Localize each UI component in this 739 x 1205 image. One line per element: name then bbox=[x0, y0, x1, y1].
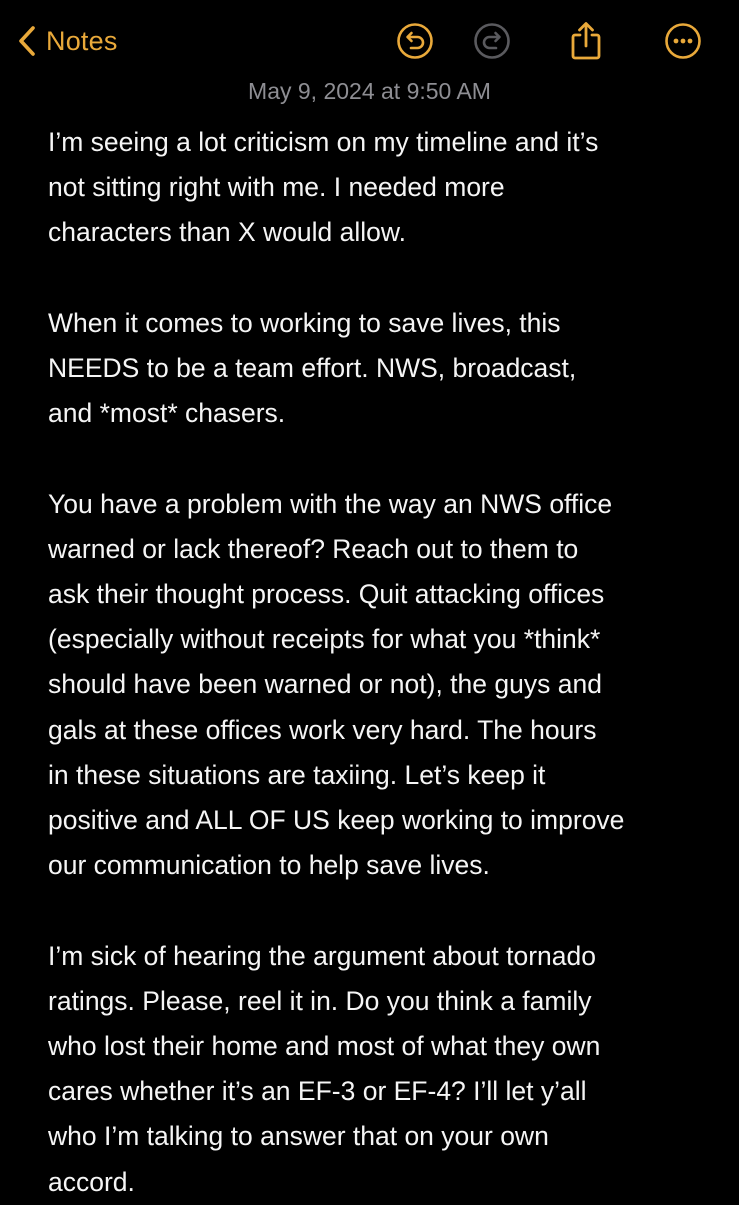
note-line: should have been warned or not), the guys and bbox=[48, 669, 602, 700]
note-line: gals at these offices work very hard. The hours bbox=[48, 714, 597, 745]
note-line: and *most* chasers. bbox=[48, 398, 286, 429]
note-line: who lost their home and most of what they own bbox=[48, 1031, 601, 1062]
blank-line bbox=[48, 888, 728, 933]
note-line: I’m sick of hearing the argument about tornado bbox=[48, 940, 596, 971]
note-line: NEEDS to be a team effort. NWS, broadcast, bbox=[48, 353, 577, 383]
note-line: warned or lack thereof? Reach out to them to bbox=[48, 533, 579, 564]
share-icon[interactable] bbox=[567, 20, 605, 58]
note-line: our communication to help save lives. bbox=[48, 850, 490, 881]
blank-line bbox=[48, 256, 728, 301]
note-line: (especially without receipts for what you *think* bbox=[48, 624, 601, 655]
note-line: ask their thought process. Quit attacking offices bbox=[48, 579, 605, 609]
blank-line bbox=[48, 436, 728, 481]
note-line: who I’m talking to answer that on your own bbox=[48, 1121, 549, 1152]
note-line: You have a problem with the way an NWS office bbox=[48, 488, 613, 519]
note-line: characters than X would allow. bbox=[48, 217, 406, 248]
note-body[interactable] bbox=[48, 120, 728, 1205]
note-line: positive and ALL OF US keep working to improve bbox=[48, 805, 625, 836]
note-line: in these situations are taxiing. Let’s keep it bbox=[48, 759, 546, 790]
back-label: Notes bbox=[46, 25, 118, 56]
undo-icon[interactable] bbox=[396, 22, 434, 60]
toolbar bbox=[0, 0, 739, 82]
note-line: accord. bbox=[48, 1166, 135, 1197]
note-line: I’m seeing a lot criticism on my timeline and it’s bbox=[48, 127, 599, 157]
note-line: not sitting right with me. I needed more bbox=[48, 172, 505, 203]
more-icon[interactable] bbox=[664, 22, 702, 60]
redo-icon[interactable] bbox=[473, 22, 511, 60]
back-button[interactable] bbox=[18, 20, 118, 62]
note-line: When it comes to working to save lives, this bbox=[48, 307, 561, 338]
note-timestamp: May 9, 2024 at 9:50 AM bbox=[248, 78, 491, 104]
note-line: cares whether it’s an EF-3 or EF-4? I’ll let y’all bbox=[48, 1076, 587, 1107]
chevron-left-icon bbox=[18, 25, 36, 57]
note-line: ratings. Please, reel it in. Do you think a family bbox=[48, 985, 592, 1016]
